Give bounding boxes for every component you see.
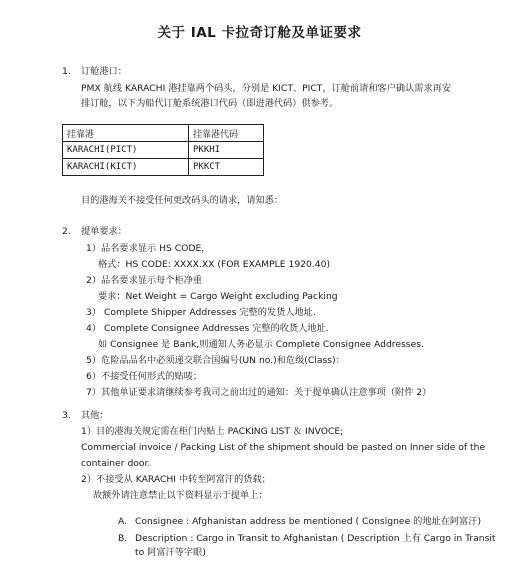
section-1-number: 1. [62, 66, 71, 77]
list-marker-b: B. [118, 533, 128, 544]
bl-item-7: 7）其他单证要求请继续参考我司之前出过的通知：关于提单确认注意事项（附件 2） [86, 387, 432, 398]
section-1-heading: 订舱港口： [81, 66, 127, 77]
bl-item-2-detail: 要求：Net Weight = Cargo Weight excluding Packing [98, 291, 338, 302]
table-cell: KARACHI(KICT) [63, 159, 189, 176]
table-row [63, 159, 264, 176]
section-2-number: 2. [62, 226, 71, 237]
section-2-heading: 提单要求： [81, 226, 127, 237]
bl-item-3: 3） Complete Shipper Addresses 完整的发货人地址. [86, 307, 316, 318]
section-1-note: 目的港海关不接受任何更改码头的请求，请知悉： [81, 195, 284, 206]
bl-item-5: 5）危险品品名中必须递交联合国编号(UN no.)和危级(Class)： [86, 355, 345, 366]
table-header-cell: 挂靠港 [63, 125, 189, 142]
forbidden-item-b-line-1: Description : Cargo in Transit to Afghanistan ( Description 上有 Cargo in Transit [135, 533, 496, 544]
other-item-2-detail: 故额外请注意禁止以下资料显示于提单上： [93, 490, 268, 501]
table-header-row [63, 125, 264, 142]
forbidden-item-a: Consignee : Afghanistan address be mentioned ( Consignee 的地址在阿富汗) [135, 516, 482, 527]
section-1-paragraph-line-1: PMX 航线 KARACHI 港挂靠两个码头，分别是 KICT、PICT，订舱前请和客户确认需求再安 [81, 83, 452, 94]
other-item-1-detail-line-2: container door. [81, 458, 151, 469]
section-3-heading: 其他： [81, 410, 109, 421]
forbidden-item-b-line-2: to 阿富汗等字眼) [135, 547, 206, 558]
other-item-2: 2）不接受从 KARACHI 中转至阿富汗的货载； [81, 474, 271, 485]
bl-item-4: 4） Complete Consignee Addresses 完整的收货人地址. [86, 323, 329, 334]
bl-item-2: 2）品名要求显示每个柜净重 [86, 275, 203, 286]
bl-item-1: 1）品名要求显示 HS CODE， [86, 243, 211, 254]
other-item-1-detail-line-1: Commercial invoice / Packing List of the shipment should be pasted on Inner side of the [81, 442, 486, 453]
bl-item-1-detail: 格式：HS CODE: XXXX.XX (FOR EXAMPLE 1920.40) [98, 259, 331, 270]
bl-item-6: 6）不接受任何形式的贴唛； [86, 371, 203, 382]
section-1-paragraph-line-2: 排订舱，以下为船代订舱系统港口代码（即进港代码）供参考。 [81, 98, 339, 109]
bl-item-4-detail: 如 Consignee 是 Bank,则通知人务必显示 Complete Consignee Addresses. [98, 339, 424, 350]
table-cell: KARACHI(PICT) [63, 142, 189, 159]
table-cell: PKKCT [189, 159, 264, 176]
list-marker-a: A. [118, 516, 128, 527]
port-code-table [62, 124, 264, 176]
table-header-cell: 挂靠港代码 [189, 125, 264, 142]
section-3-number: 3. [62, 410, 71, 421]
document-title: 关于 IAL 卡拉奇订舱及单证要求 [157, 25, 362, 41]
other-item-1: 1）目的港海关规定需在柜门内贴上 PACKING LIST ＆ INVOCE; [81, 426, 344, 437]
table-row [63, 142, 264, 159]
table-cell: PKKHI [189, 142, 264, 159]
